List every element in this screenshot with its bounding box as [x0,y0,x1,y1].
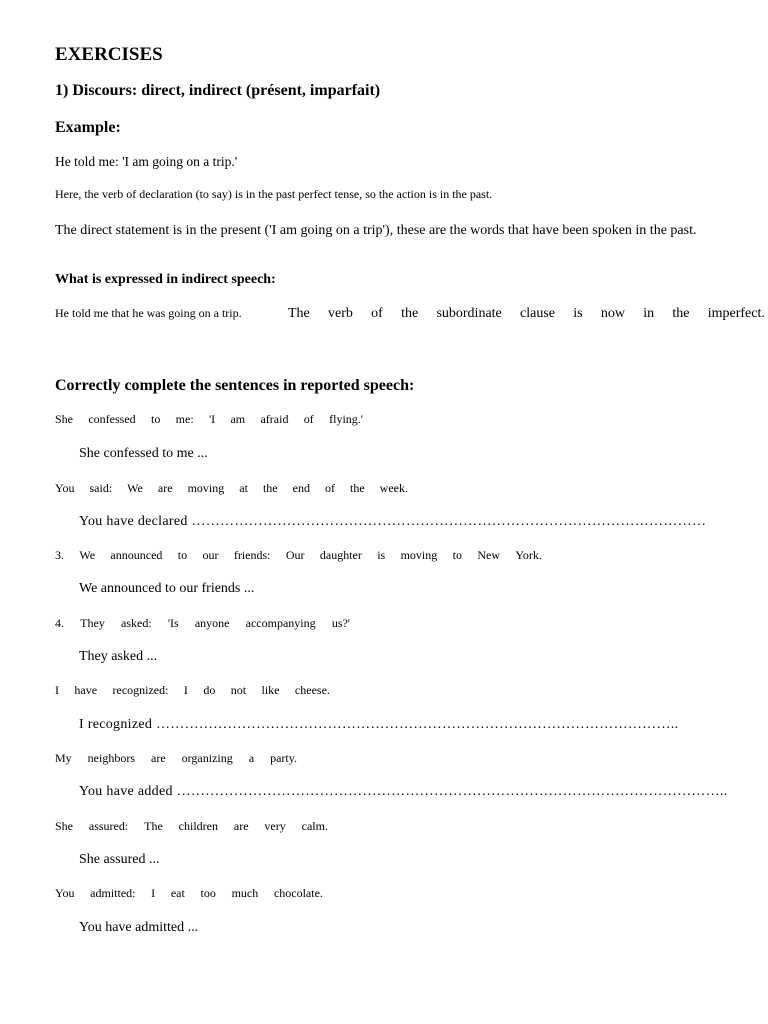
exercise-prompt [55,887,323,899]
prompt-word: recognized: [112,683,169,697]
example-note: Here, the verb of declaration (to say) is in the past perfect tense, so the action is in the past. [55,187,493,201]
prompt-word: 4. [55,616,64,630]
prompt-word: New [477,548,500,562]
prompt-word: a [248,751,255,765]
prompt-word: accompanying [245,616,316,630]
prompt-word: My [55,751,72,765]
prompt-word: neighbors [87,751,135,765]
answer-line[interactable]: We announced to our friends ... [79,581,255,596]
comment-word: clause [520,306,555,321]
exercise-prompt [55,549,542,561]
prompt-word: She [55,819,73,833]
prompt-word: 'I [208,412,216,426]
prompt-word: 3. [55,548,64,562]
indirect-example: He told me that he was going on a trip. [55,306,242,320]
prompt-word: am [230,412,246,426]
comment-word: of [371,306,383,321]
prompt-word: afraid [260,412,289,426]
prompt-word: York. [515,548,542,562]
exercise-prompt [55,684,330,696]
prompt-word: anyone [194,616,230,630]
prompt-word: We [79,548,96,562]
comment-word: imperfect. [707,306,765,321]
exercise-prompt [55,820,328,832]
comment-word: The [288,306,310,321]
answer-line[interactable]: I recognized ……………………………………………………………………………………………….. [79,718,679,732]
prompt-word: week. [379,481,408,495]
prompt-word: You [55,481,75,495]
prompt-word: children [178,819,218,833]
prompt-word: moving [400,548,438,562]
prompt-word: of [324,481,335,495]
answer-line[interactable]: She confessed to me ... [79,446,208,461]
indirect-comment [288,307,765,321]
prompt-word: admitted: [90,886,136,900]
answer-line[interactable]: You have admitted ... [79,920,199,935]
exercise-prompt [55,482,408,494]
prompt-word: me: [175,412,194,426]
prompt-word: I [55,683,59,697]
prompt-word: us?' [331,616,350,630]
section-heading: 1) Discours: direct, indirect (présent, imparfait) [55,82,381,99]
prompt-word: I [151,886,156,900]
prompt-word: to [452,548,462,562]
prompt-word: too [200,886,216,900]
prompt-word: much [231,886,259,900]
prompt-word: to [177,548,188,562]
prompt-word: friends: [233,548,271,562]
comment-word: the [672,306,690,321]
prompt-word: moving [187,481,225,495]
exercise-prompt [55,413,363,425]
answer-line[interactable]: They asked ... [79,649,158,664]
prompt-word: to [150,412,161,426]
prompt-word: party. [270,751,297,765]
prompt-word: are [151,751,166,765]
prompt-word: have [74,683,98,697]
prompt-word: of [303,412,314,426]
answer-line[interactable]: She assured ... [79,852,160,867]
prompt-word: asked: [121,616,152,630]
comment-word: verb [328,306,353,321]
prompt-word: are [233,819,249,833]
exercise-prompt [55,617,350,629]
prompt-word: We [127,481,143,495]
prompt-word: eat [170,886,185,900]
prompt-word: flying.' [329,412,363,426]
example-sentence: He told me: 'I am going on a trip.' [55,154,238,169]
prompt-word: calm. [301,819,328,833]
prompt-word: our [202,548,219,562]
indirect-heading: What is expressed in indirect speech: [55,272,276,287]
prompt-word: the [349,481,365,495]
comment-word: subordinate [436,306,502,321]
exercise-heading: Correctly complete the sentences in reported speech: [55,377,415,394]
prompt-word: She [55,412,73,426]
prompt-word: the [262,481,278,495]
prompt-word: very [264,819,286,833]
prompt-word: You [55,886,75,900]
comment-word: now [600,306,625,321]
prompt-word: are [157,481,173,495]
exercise-prompt [55,752,297,764]
prompt-word: daughter [319,548,362,562]
prompt-word: end [292,481,310,495]
prompt-word: organizing [181,751,233,765]
prompt-word: not [230,683,247,697]
prompt-word: They [80,616,105,630]
direct-statement-paragraph: The direct statement is in the present ('I am going on a trip'), these are the words that have been spoken in the past. [55,223,697,238]
answer-line[interactable]: You have added …………………………………………………………………………………………………….. [79,785,728,799]
comment-word: the [401,306,419,321]
page-title: EXERCISES [55,44,163,65]
prompt-word: confessed [88,412,136,426]
prompt-word: The [144,819,163,833]
prompt-word: announced [110,548,163,562]
prompt-word: is [377,548,386,562]
prompt-word: assured: [88,819,129,833]
prompt-word: do [203,683,216,697]
prompt-word: I [183,683,188,697]
comment-word: in [643,306,655,321]
prompt-word: Our [285,548,305,562]
comment-word: is [573,306,583,321]
prompt-word: 'Is [167,616,179,630]
answer-line[interactable]: You have declared ……………………………………………………………………………………………… [79,515,707,529]
prompt-word: like [261,683,280,697]
prompt-word: cheese. [294,683,330,697]
prompt-word: said: [89,481,113,495]
prompt-word: at [239,481,248,495]
prompt-word: chocolate. [273,886,323,900]
example-heading: Example: [55,119,121,136]
